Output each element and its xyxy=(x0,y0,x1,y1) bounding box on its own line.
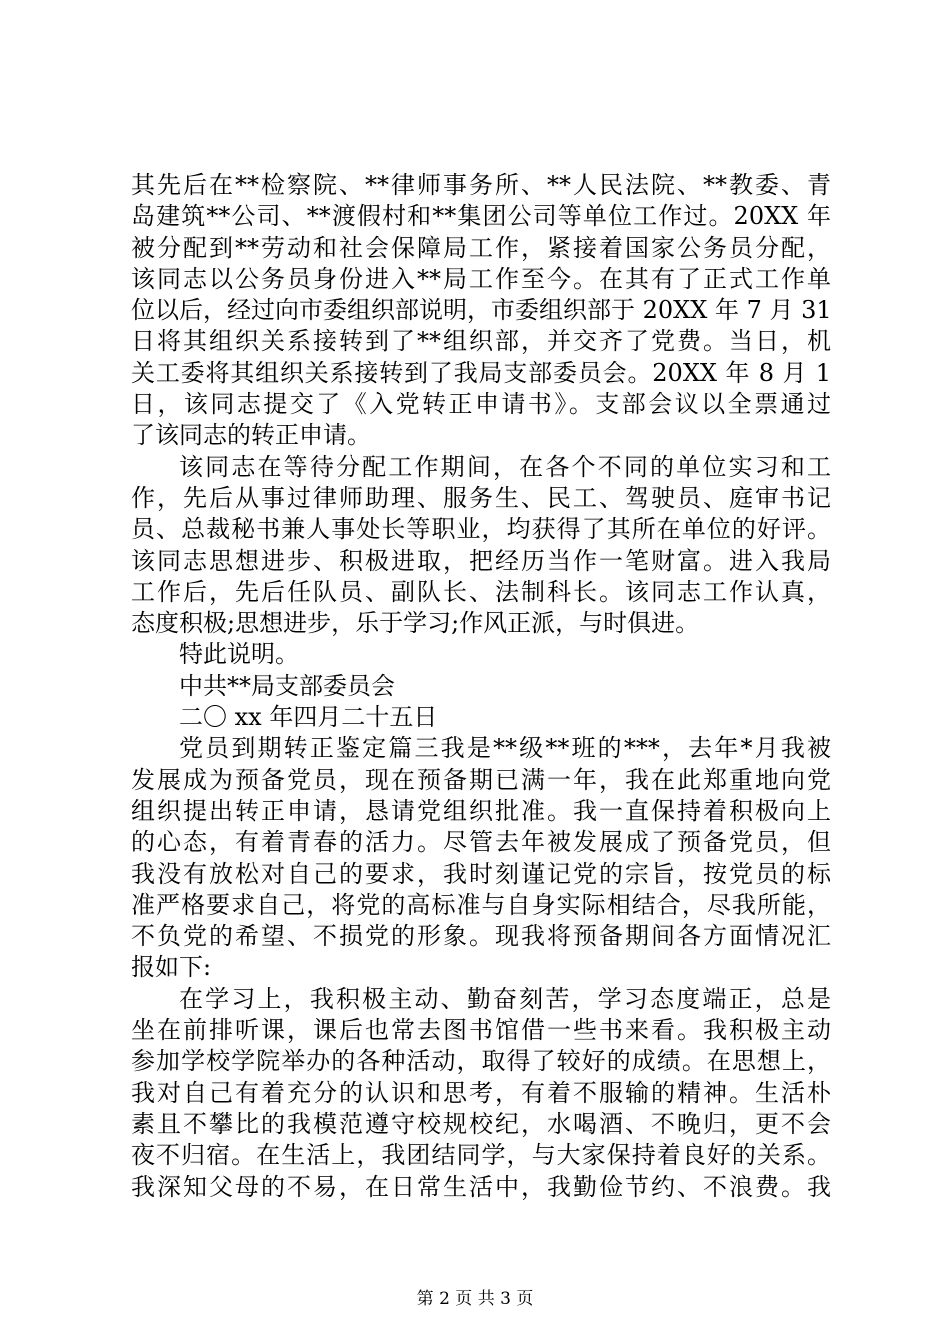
text-line: 该同志思想进步、积极进取，把经历当作一笔财富。进入我局 xyxy=(131,546,831,575)
text-line: 党员到期转正鉴定篇三我是**级**班的***，去年*月我被 xyxy=(179,734,831,763)
text-line: 夜不归宿。在生活上，我团结同学，与大家保持着良好的关系。 xyxy=(131,1141,831,1170)
text-line: 发展成为预备党员，现在预备期已满一年，我在此郑重地向党 xyxy=(131,765,831,794)
text-line: 了该同志的转正申请。 xyxy=(131,421,371,450)
text-line: 我没有放松对自己的要求，我时刻谨记党的宗旨，按党员的标 xyxy=(131,859,831,888)
text-line: 不负党的希望、不损党的形象。现我将预备期间各方面情况汇 xyxy=(131,922,831,951)
text-line: 关工委将其组织关系接转到了我局支部委员会。20XX 年 8 月 1 xyxy=(131,358,831,387)
text-line: 的心态，有着青春的活力。尽管去年被发展成了预备党员，但 xyxy=(131,828,831,857)
text-line: 在学习上，我积极主动、勤奋刻苦，学习态度端正，总是 xyxy=(179,984,831,1013)
text-line: 特此说明。 xyxy=(179,640,299,669)
text-line: 日，该同志提交了《入党转正申请书》。支部会议以全票通过 xyxy=(131,390,831,419)
document-body xyxy=(131,170,831,1203)
text-line: 参加学校学院举办的各种活动，取得了较好的成绩。在思想上， xyxy=(131,1047,831,1076)
text-line: 坐在前排听课，课后也常去图书馆借一些书来看。我积极主动 xyxy=(131,1016,831,1045)
text-line: 位以后，经过向市委组织部说明，市委组织部于 20XX 年 7 月 31 xyxy=(131,296,832,325)
text-line: 员、总裁秘书兼人事处长等职业，均获得了其所在单位的好评。 xyxy=(131,515,831,544)
text-line: 工作后，先后任队员、副队长、法制科长。该同志工作认真， xyxy=(131,577,831,606)
text-line: 素且不攀比的我模范遵守校规校纪，水喝酒、不晚归，更不会 xyxy=(131,1109,831,1138)
text-line: 准严格要求自己，将党的高标准与自身实际相结合，尽我所能， xyxy=(131,890,831,919)
text-line: 该同志在等待分配工作期间，在各个不同的单位实习和工 xyxy=(179,452,831,481)
text-line: 岛建筑**公司、**渡假村和**集团公司等单位工作过。20XX 年 xyxy=(131,202,831,231)
text-line: 态度积极;思想进步，乐于学习;作风正派，与时俱进。 xyxy=(131,609,700,638)
text-line: 该同志以公务员身份进入**局工作至今。在其有了正式工作单 xyxy=(131,264,831,293)
page-footer: 第 2 页 共 3 页 xyxy=(416,1289,534,1309)
text-line: 中共**局支部委员会 xyxy=(179,671,395,700)
text-line: 作，先后从事过律师助理、服务生、民工、驾驶员、庭审书记 xyxy=(131,483,831,512)
text-line: 二〇 xx 年四月二十五日 xyxy=(179,703,438,732)
text-line: 被分配到**劳动和社会保障局工作，紧接着国家公务员分配， xyxy=(131,233,831,262)
text-line: 其先后在**检察院、**律师事务所、**人民法院、**教委、青 xyxy=(131,171,831,199)
text-line: 组织提出转正申请，恳请党组织批准。我一直保持着积极向上 xyxy=(131,796,831,825)
text-line: 我深知父母的不易，在日常生活中，我勤俭节约、不浪费。我 xyxy=(131,1172,831,1201)
text-line: 报如下: xyxy=(131,953,212,982)
text-line: 日将其组织关系接转到了**组织部，并交齐了党费。当日，机 xyxy=(131,327,831,356)
text-line: 我对自己有着充分的认识和思考，有着不服输的精神。生活朴 xyxy=(131,1078,831,1107)
